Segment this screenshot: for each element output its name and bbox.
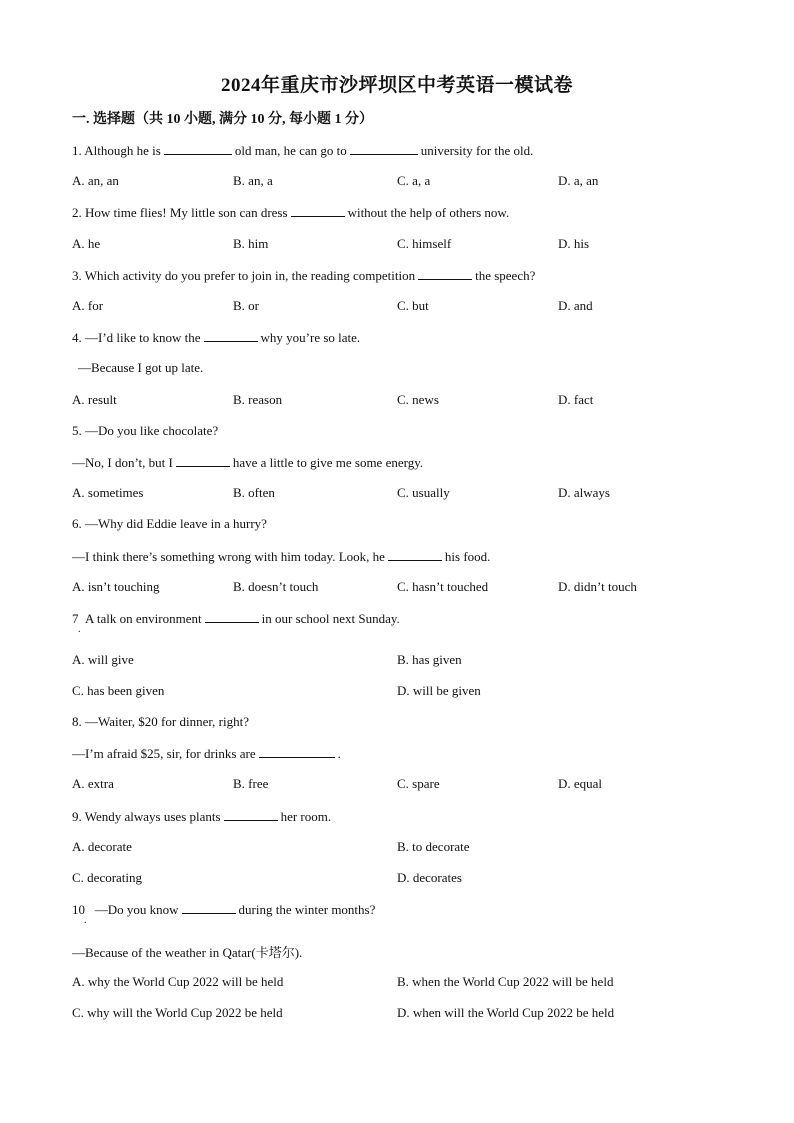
question-text: why you’re so late.	[260, 330, 361, 345]
question-text: university for the old.	[420, 143, 534, 158]
question-text: —Do you know	[94, 902, 179, 917]
option-d: D. will be given	[397, 683, 481, 698]
option-a: A. decorate	[72, 839, 132, 854]
option-c: C. a, a	[397, 173, 431, 188]
question-text: old man, he can go to	[234, 143, 347, 158]
question-6-reply	[72, 548, 490, 565]
option-b: B. to decorate	[397, 839, 470, 854]
option-a: A. result	[72, 392, 117, 407]
question-text: her room.	[280, 809, 332, 824]
answer-blank	[224, 808, 278, 821]
option-d: D. his	[558, 236, 590, 251]
number-dot: .	[84, 915, 87, 926]
answer-blank	[176, 454, 230, 467]
option-c: C. spare	[397, 776, 440, 791]
answer-blank	[350, 142, 418, 155]
option-c: C. hasn’t touched	[397, 579, 489, 594]
question-5: 5. —Do you like chocolate?	[72, 423, 219, 438]
question-3	[72, 267, 535, 284]
option-a: A. why the World Cup 2022 will be held	[72, 974, 284, 989]
option-c: C. why will the World Cup 2022 be held	[72, 1005, 283, 1020]
answer-blank	[388, 548, 442, 561]
option-d: D. equal	[558, 776, 603, 791]
question-text: —I’m afraid $25, sir, for drinks are	[72, 746, 256, 761]
answer-blank	[204, 329, 258, 342]
question-text: A talk on environment	[85, 611, 202, 626]
option-b: B. or	[233, 298, 259, 313]
option-d: D. always	[558, 485, 610, 500]
question-6: 6. —Why did Eddie leave in a hurry?	[72, 516, 267, 531]
option-b: B. has given	[397, 652, 462, 667]
option-d: D. decorates	[397, 870, 462, 885]
option-c: C. usually	[397, 485, 450, 500]
question-number: 7	[72, 611, 79, 626]
question-text: 4. —I’d like to know the	[72, 330, 201, 345]
option-a: A. an, an	[72, 173, 119, 188]
page-title: 2024年重庆市沙坪坝区中考英语一模试卷	[220, 75, 573, 96]
option-a: A. sometimes	[72, 485, 144, 500]
question-10-reply: —Because of the weather in Qatar(卡塔尔).	[72, 945, 303, 960]
option-d: D. fact	[558, 392, 594, 407]
question-number: 10	[72, 902, 85, 917]
number-dot: .	[78, 624, 81, 635]
question-1	[72, 142, 533, 159]
question-2	[72, 204, 509, 221]
option-d: D. and	[558, 298, 593, 313]
answer-blank	[418, 267, 472, 280]
question-text: during the winter months?	[238, 902, 376, 917]
option-c: C. decorating	[72, 870, 143, 885]
question-4-reply: —Because I got up late.	[78, 360, 204, 375]
option-a: A. will give	[72, 652, 134, 667]
question-8-reply	[72, 745, 341, 762]
answer-blank	[291, 204, 345, 217]
question-text: 1. Although he is	[72, 143, 161, 158]
question-9	[72, 808, 331, 825]
question-text: in our school next Sunday.	[261, 611, 400, 626]
question-7	[72, 610, 400, 627]
option-b: B. reason	[233, 392, 283, 407]
question-text: the speech?	[475, 268, 536, 283]
option-c: C. himself	[397, 236, 452, 251]
question-text: without the help of others now.	[347, 205, 510, 220]
question-text: 3. Which activity do you prefer to join in, the reading competition	[72, 268, 416, 283]
option-b: B. free	[233, 776, 269, 791]
option-b: B. him	[233, 236, 269, 251]
option-c: C. but	[397, 298, 429, 313]
option-c: C. news	[397, 392, 439, 407]
option-c: C. has been given	[72, 683, 165, 698]
option-a: A. extra	[72, 776, 114, 791]
answer-blank	[164, 142, 232, 155]
question-text: —I think there’s something wrong with him today. Look, he	[72, 549, 385, 564]
question-text: 2. How time flies! My little son can dress	[72, 205, 288, 220]
option-b: B. doesn’t touch	[233, 579, 319, 594]
option-d: D. when will the World Cup 2022 be held	[397, 1005, 615, 1020]
answer-blank	[182, 901, 236, 914]
option-b: B. when the World Cup 2022 will be held	[397, 974, 614, 989]
option-a: A. isn’t touching	[72, 579, 160, 594]
question-text: his food.	[444, 549, 491, 564]
question-5-reply	[72, 454, 423, 471]
option-a: A. he	[72, 236, 101, 251]
answer-blank	[259, 745, 335, 758]
question-8: 8. —Waiter, $20 for dinner, right?	[72, 714, 249, 729]
option-b: B. often	[233, 485, 275, 500]
option-a: A. for	[72, 298, 104, 313]
section-heading: 一. 选择题（共 10 小题, 满分 10 分, 每小题 1 分）	[72, 112, 373, 127]
question-text: have a little to give me some energy.	[232, 455, 424, 470]
question-text: 9. Wendy always uses plants	[72, 809, 221, 824]
option-b: B. an, a	[233, 173, 273, 188]
question-text: —No, I don’t, but I	[72, 455, 173, 470]
question-10	[72, 901, 375, 918]
option-d: D. didn’t touch	[558, 579, 637, 594]
question-text: .	[337, 746, 341, 761]
answer-blank	[205, 610, 259, 623]
option-d: D. a, an	[558, 173, 599, 188]
question-4	[72, 329, 360, 346]
